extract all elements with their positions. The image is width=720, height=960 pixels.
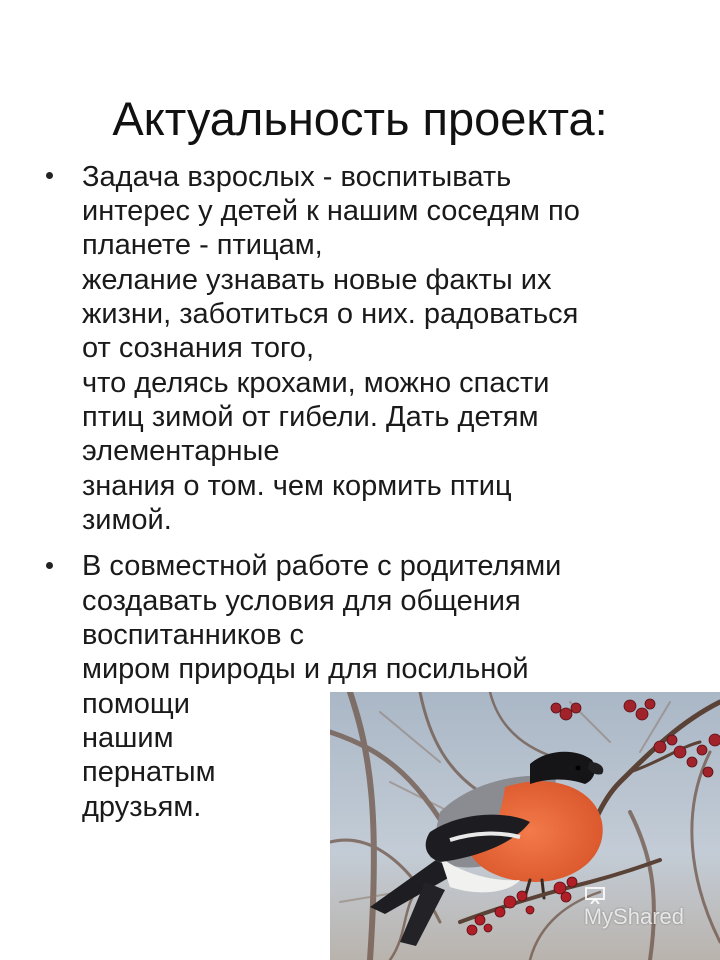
presentation-icon — [584, 886, 606, 904]
bullet-line: элементарные — [82, 435, 280, 467]
bullet-line: что делясь крохами, можно спасти — [82, 367, 550, 399]
bullfinch-photo — [330, 692, 720, 960]
bullet-line: птиц зимой от гибели. Дать детям — [82, 401, 539, 433]
watermark-text: MyShared — [583, 904, 684, 929]
bullet-line: помощи — [82, 688, 190, 720]
bullet-line: желание узнавать новые факты их — [82, 264, 552, 296]
bullet-line: нашим — [82, 722, 174, 754]
bullet-line: воспитанников с — [82, 619, 305, 651]
bullet-line: интерес у детей к нашим соседям по — [82, 195, 580, 227]
slide-title: Актуальность проекта: — [112, 92, 608, 146]
bullet-line: жизни, заботиться о них. радоваться — [82, 298, 579, 330]
bullet-marker — [46, 562, 53, 569]
bullet-line: миром природы и для посильной — [82, 653, 529, 685]
bullet-marker — [46, 172, 53, 179]
bullet-line: от сознания того, — [82, 332, 315, 364]
bullet-line: планете - птицам, — [82, 229, 323, 261]
bullet-line: друзьям. — [82, 791, 202, 823]
bullet-line: создавать условия для общения — [82, 585, 521, 617]
bullet-line: знания о том. чем кормить птиц — [82, 470, 512, 502]
bullet-line: Задача взрослых - воспитывать — [82, 161, 512, 193]
watermark — [584, 886, 684, 930]
bullet-line: зимой. — [82, 504, 172, 536]
bullet-line: В совместной работе с родителями — [82, 550, 562, 582]
bullet-line: пернатым — [82, 756, 216, 788]
